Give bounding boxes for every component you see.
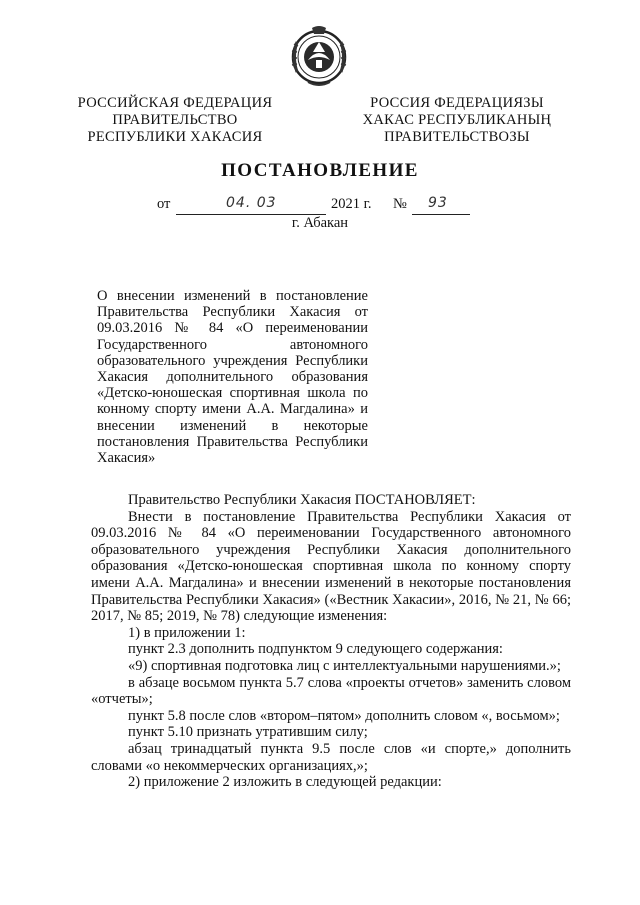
paragraph: в абзаце восьмом пункта 5.7 слова «проекты отчетов» заменить словом «отчеты»; bbox=[91, 674, 571, 708]
document-title: ПОСТАНОВЛЕНИЕ bbox=[221, 160, 419, 181]
paragraph: пункт 5.8 после слов «втором–пятом» дополнить словом «, восьмом»; bbox=[128, 707, 560, 724]
header-right-line: РОССИЯ ФЕДЕРАЦИЯЗЫ bbox=[370, 95, 544, 111]
body-text bbox=[91, 492, 571, 791]
header-left-line: ПРАВИТЕЛЬСТВО bbox=[112, 112, 238, 128]
paragraph: 1) в приложении 1: bbox=[128, 624, 246, 641]
date-year: 2021 г. bbox=[331, 196, 372, 212]
date-number-line bbox=[0, 196, 640, 216]
header-left-block bbox=[70, 95, 280, 146]
header-left-line: РОССИЙСКАЯ ФЕДЕРАЦИЯ bbox=[77, 95, 273, 111]
coat-of-arms-emblem bbox=[284, 22, 354, 88]
paragraph: абзац тринадцатый пункта 9.5 после слов «и спорте,» дополнить словами «о некоммерческих организациях,»; bbox=[91, 740, 571, 774]
paragraph: 2) приложение 2 изложить в следующей редакции: bbox=[128, 774, 442, 791]
paragraph: «9) спортивная подготовка лиц с интеллектуальными нарушениями.»; bbox=[128, 657, 561, 674]
handwritten-date: 04. 03 bbox=[226, 195, 277, 211]
handwritten-number: 93 bbox=[428, 195, 448, 211]
paragraph: пункт 2.3 дополнить подпунктом 9 следующего содержания: bbox=[128, 641, 503, 658]
header-right-block bbox=[348, 95, 566, 146]
header-right-line: ХАКАС РЕСПУБЛИКАНЫҢ bbox=[362, 112, 552, 128]
paragraph: пункт 5.10 признать утратившим силу; bbox=[128, 724, 368, 741]
header-left-line: РЕСПУБЛИКИ ХАКАСИЯ bbox=[87, 129, 263, 145]
subject-block: О внесении изменений в постановление Правительства Республики Хакасия от 09.03.2016 № 84 «О переименовании Государственного автономного образовательного учреждения Республики Хакасия дополнительного образования «Детско-юношеская спортивная школа по конному спорту имени А.А. Магдалина» и внесении изменений в некоторые постановления Правительства Республики Хакасия» bbox=[97, 288, 368, 467]
paragraph: Внести в постановление Правительства Республики Хакасия от 09.03.2016 № 84 «О переименовании Государственного автономного образовательного учреждения Республики Хакасия дополнительного образования «Детско-юношеская спортивная школа по конному спорту имени А.А. Магдалина» и внесении изменений в некоторые постановления Правительства Республики Хакасия» («Вестник Хакасии», 2016, № 21, № 66; 2017, № 85; 2019, № 78) следующие изменения: bbox=[91, 508, 571, 625]
date-prefix: от bbox=[157, 196, 171, 212]
number-sign: № bbox=[393, 196, 407, 212]
header-right-line: ПРАВИТЕЛЬСТВОЗЫ bbox=[384, 129, 530, 145]
paragraph: Правительство Республики Хакасия ПОСТАНОВЛЯЕТ: bbox=[128, 492, 476, 508]
city-label: г. Абакан bbox=[291, 215, 349, 231]
